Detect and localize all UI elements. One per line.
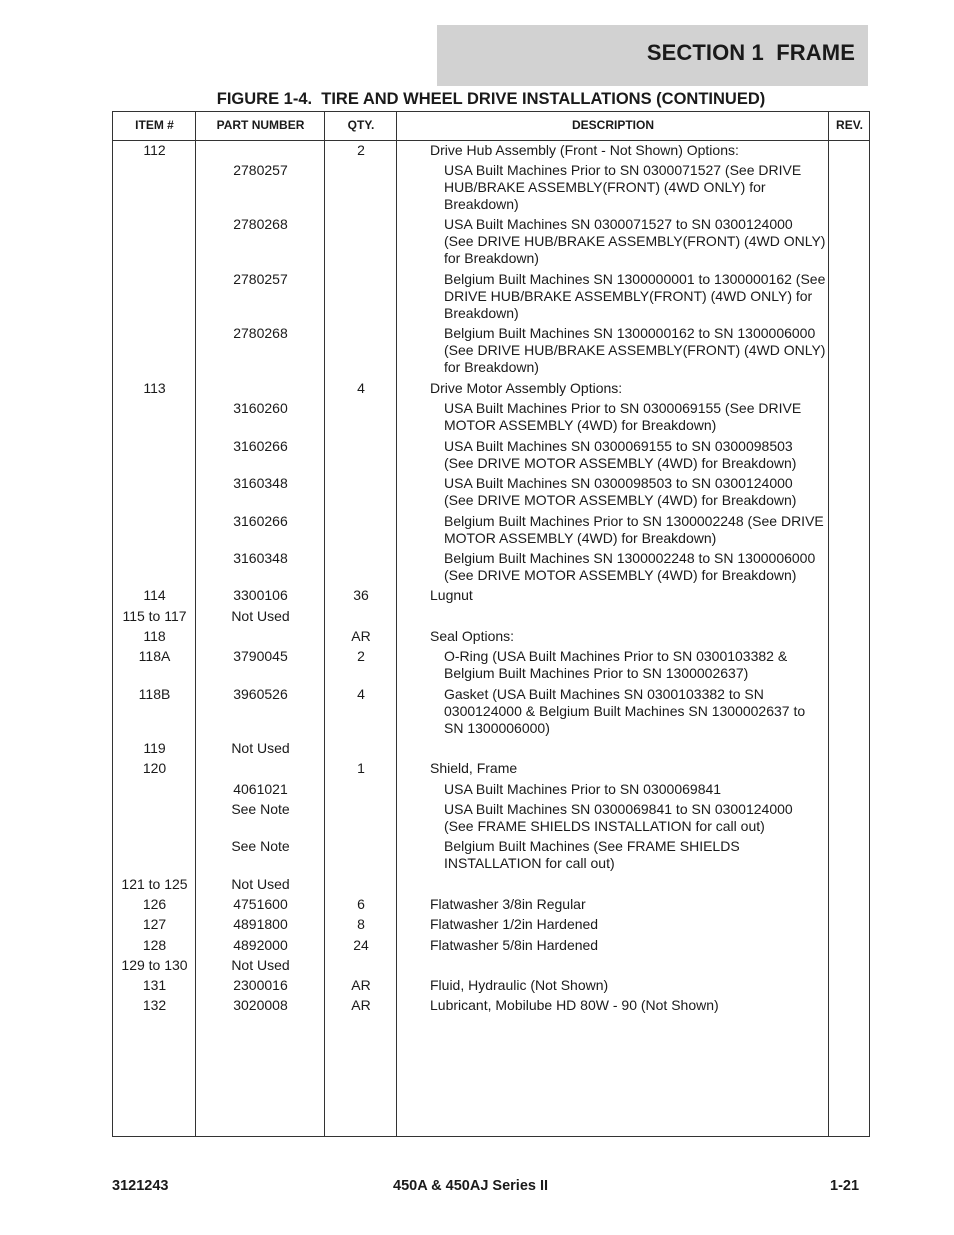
- section-title: SECTION 1 FRAME: [646, 40, 855, 65]
- item-number: 119: [143, 740, 166, 756]
- part-number: 3790045: [233, 648, 288, 664]
- description: Belgium Built Machines SN 1300000162 to SN 1300006000 (See DRIVE HUB/BRAKE ASSEMBLY(FRONT) (4WD ONLY) for Breakdown): [444, 325, 826, 376]
- description: USA Built Machines SN 0300069841 to SN 0300124000 (See FRAME SHIELDS INSTALLATION for call out): [444, 801, 793, 835]
- description: Fluid, Hydraulic (Not Shown): [430, 977, 609, 993]
- item-number: 113: [143, 380, 166, 396]
- figure-title: FIGURE 1-4. TIRE AND WHEEL DRIVE INSTALLATIONS (CONTINUED): [216, 90, 766, 108]
- part-number: 2300016: [233, 977, 288, 993]
- quantity: 2: [357, 648, 365, 664]
- header-item: ITEM #: [135, 118, 174, 132]
- description: Lugnut: [430, 587, 473, 603]
- part-number: 3300106: [233, 587, 288, 603]
- part-number: 2780257: [233, 162, 288, 178]
- part-number: 2780268: [233, 216, 288, 232]
- header-qty: QTY.: [347, 118, 375, 132]
- part-number: 3960526: [233, 686, 288, 702]
- item-number: 132: [142, 997, 167, 1013]
- description: Belgium Built Machines SN 1300000001 to 1300000162 (See DRIVE HUB/BRAKE ASSEMBLY(FRONT) (4WD ONLY) for Breakdown): [444, 271, 826, 322]
- column-divider: [828, 112, 829, 1136]
- quantity: AR: [351, 997, 371, 1013]
- description: Flatwasher 5/8in Hardened: [430, 937, 599, 953]
- header-description: DESCRIPTION: [571, 118, 654, 132]
- description: Belgium Built Machines SN 1300002248 to SN 1300006000 (See DRIVE MOTOR ASSEMBLY (4WD) for Breakdown): [444, 550, 816, 584]
- description: USA Built Machines Prior to SN 0300069841: [444, 781, 722, 797]
- description: Seal Options:: [430, 628, 515, 644]
- item-number: 131: [142, 977, 167, 993]
- description: USA Built Machines SN 0300071527 to SN 0300124000 (See DRIVE HUB/BRAKE ASSEMBLY(FRONT) (4WD ONLY) for Breakdown): [444, 216, 826, 267]
- item-number: 129 to 130: [121, 957, 188, 973]
- item-number: 127: [142, 916, 167, 932]
- part-number: 3160260: [233, 400, 288, 416]
- item-number: 118B: [138, 686, 171, 702]
- quantity: AR: [351, 628, 371, 644]
- parts-table: [112, 111, 870, 1137]
- footer-model: 450A & 450AJ Series II: [393, 1178, 549, 1194]
- description: Flatwasher 3/8in Regular: [430, 896, 586, 912]
- description: Drive Hub Assembly (Front - Not Shown) Options:: [430, 142, 739, 158]
- part-number: 2780257: [233, 271, 288, 287]
- part-number: 3020008: [233, 997, 288, 1013]
- description: Belgium Built Machines (See FRAME SHIELDS INSTALLATION for call out): [444, 838, 740, 872]
- part-number: Not Used: [231, 740, 290, 756]
- part-number: 3160348: [233, 475, 288, 491]
- item-number: 118: [143, 628, 166, 644]
- part-number: See Note: [231, 801, 290, 817]
- part-number: 3160348: [233, 550, 288, 566]
- table-header: [113, 112, 869, 141]
- item-number: 118A: [138, 648, 171, 664]
- item-number: 120: [142, 760, 167, 776]
- item-number: 114: [143, 587, 166, 603]
- part-number: 4061021: [233, 781, 288, 797]
- part-number: 3160266: [233, 513, 288, 529]
- quantity: 36: [353, 587, 369, 603]
- description: USA Built Machines Prior to SN 0300071527 (See DRIVE HUB/BRAKE ASSEMBLY(FRONT) (4WD ONLY) for Breakdown): [444, 162, 802, 213]
- part-number: 2780268: [233, 325, 288, 341]
- description: Flatwasher 1/2in Hardened: [430, 916, 599, 932]
- description: O-Ring (USA Built Machines Prior to SN 0300103382 & Belgium Built Machines Prior to SN 1300002637): [444, 648, 788, 682]
- description: USA Built Machines Prior to SN 0300069155 (See DRIVE MOTOR ASSEMBLY (4WD) for Breakdown): [444, 400, 802, 434]
- header-part-number: PART NUMBER: [216, 118, 305, 132]
- description: USA Built Machines SN 0300098503 to SN 0300124000 (See DRIVE MOTOR ASSEMBLY (4WD) for Breakdown): [444, 475, 797, 509]
- part-number: See Note: [231, 838, 290, 854]
- part-number: 4891800: [233, 916, 288, 932]
- description: Belgium Built Machines Prior to SN 1300002248 (See DRIVE MOTOR ASSEMBLY (4WD) for Breakdown): [444, 513, 824, 547]
- description: Shield, Frame: [430, 760, 518, 776]
- part-number: 3160266: [233, 438, 288, 454]
- item-number: 121 to 125: [121, 876, 188, 892]
- quantity: 1: [357, 760, 365, 776]
- item-number: 112: [143, 142, 166, 158]
- part-number: Not Used: [231, 876, 290, 892]
- quantity: 4: [357, 380, 365, 396]
- part-number: Not Used: [231, 957, 290, 973]
- footer-page-number: 1-21: [830, 1178, 860, 1194]
- quantity: 24: [353, 937, 369, 953]
- section-banner: [437, 25, 868, 86]
- part-number: Not Used: [231, 608, 290, 624]
- quantity: 6: [357, 896, 365, 912]
- header-rev: REV.: [836, 118, 863, 132]
- quantity: 2: [357, 142, 365, 158]
- item-number: 115 to 117: [122, 608, 187, 624]
- description: USA Built Machines SN 0300069155 to SN 0300098503 (See DRIVE MOTOR ASSEMBLY (4WD) for Breakdown): [444, 438, 797, 472]
- quantity: AR: [351, 977, 371, 993]
- item-number: 126: [142, 896, 167, 912]
- quantity: 8: [357, 916, 365, 932]
- quantity: 4: [357, 686, 365, 702]
- item-number: 128: [142, 937, 167, 953]
- part-number: 4892000: [233, 937, 288, 953]
- part-number: 4751600: [233, 896, 288, 912]
- description: Drive Motor Assembly Options:: [430, 380, 623, 396]
- description: Lubricant, Mobilube HD 80W - 90 (Not Shown): [430, 997, 719, 1013]
- footer-doc-number: 3121243: [112, 1178, 169, 1194]
- description: Gasket (USA Built Machines SN 0300103382 to SN 0300124000 & Belgium Built Machines SN 1300002637 to SN 1300006000): [444, 686, 806, 737]
